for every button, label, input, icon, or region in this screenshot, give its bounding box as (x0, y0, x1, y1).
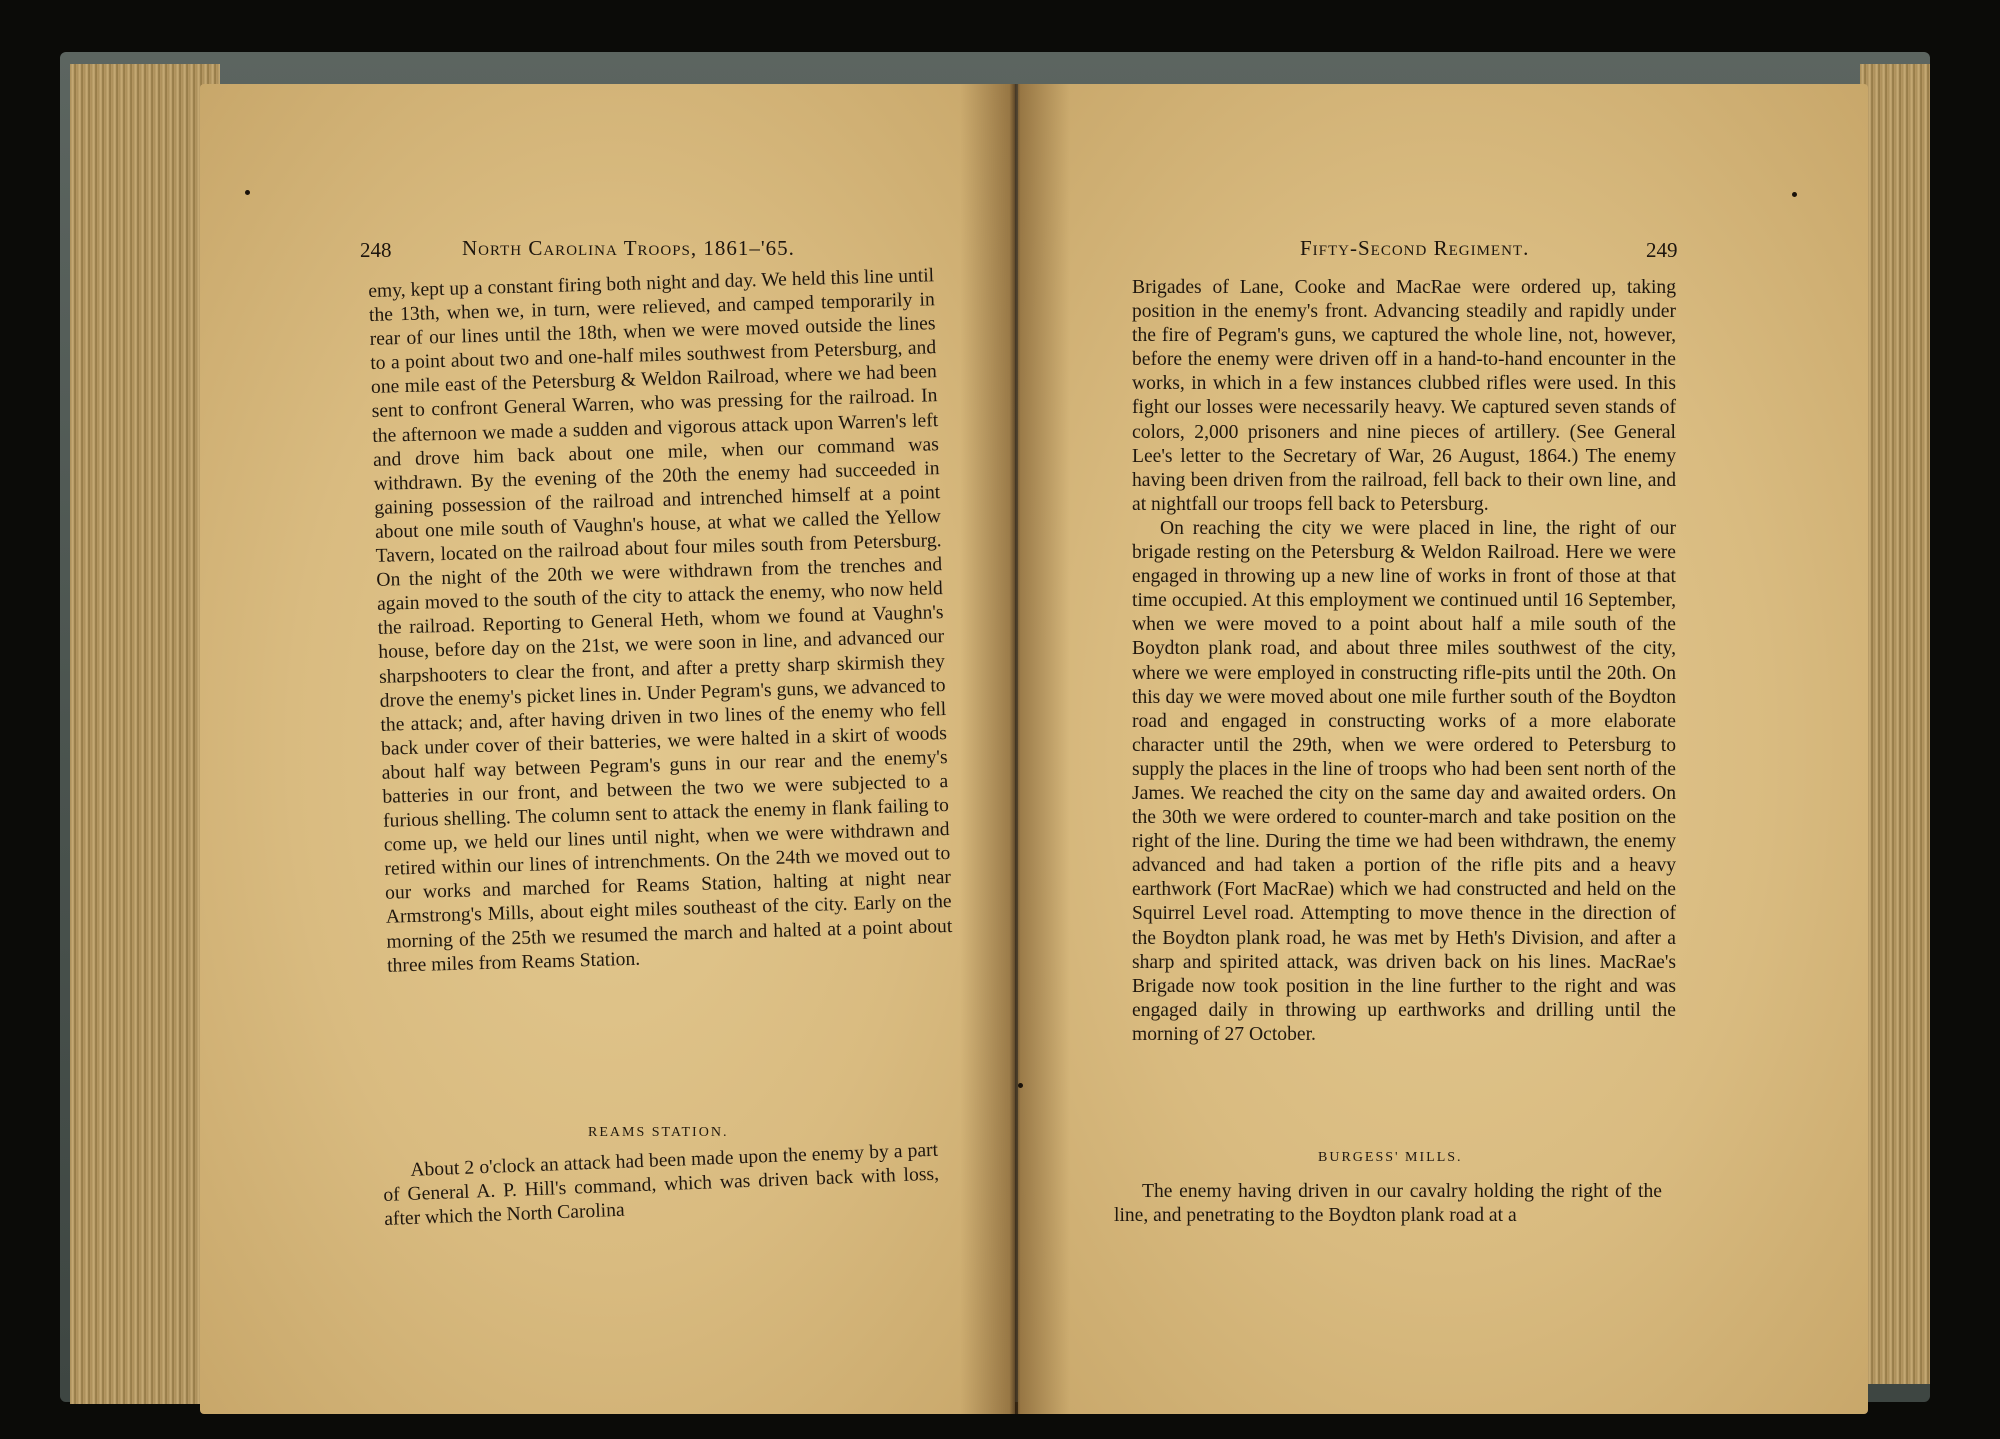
right-page-body (1132, 276, 1676, 1047)
right-paragraph: Brigades of Lane, Cooke and MacRae were ordered up, taking position in the enemy's front. Advancing steadily and rapidly under the fire of Pegram's guns, we captured the whole line, not, however, before the enemy were driven off in a hand-to-hand encounter in the works, in which in a few instances clubbed rifles were used. In this fight our losses were necessarily heavy. We captured seven stands of colors, 2,000 prisoners and nine pieces of artillery. (See General Lee's letter to the Secretary of War, 26 August, 1864.) The enemy having been driven from the railroad, fell back to their own line, and at nightfall our troops fell back to Petersburg. (1132, 277, 1676, 515)
right-running-head: Fifty-Second Regiment. (1300, 236, 1530, 260)
left-page-body (368, 264, 953, 978)
ink-spot (1792, 192, 1797, 197)
book-gutter (960, 84, 1070, 1414)
left-paragraph: emy, kept up a constant firing both night and day. We held this line until the 13th, when we, in turn, were relieved, and camped temporarily in rear of our lines until the 18th, when we were moved outside the lines to a point about two and one-half miles southwest from Petersburg, and one mile east of the Petersburg & Weldon Railroad, where we had been sent to confront General Warren, who was pressing for the railroad. In the afternoon we made a sudden and vigorous attack upon Warren's left and drove him back about one mile, when our command was withdrawn. By the evening of the 20th the enemy had succeeded in gaining possession of the railroad and intrenched himself at a point about one mile south of Vaughn's house, at what we called the Yellow Tavern, located on the railroad about four miles south from Petersburg. On the night of the 20th we were withdrawn from the trenches and again moved to the south of the city to attack the enemy, who now held the railroad. Reporting to General Heth, whom we found at Vaughn's house, before day on the 21st, we were soon in line, and advanced our sharpshooters to clear the front, and after a pretty sharp skirmish they drove the enemy's picket lines in. Under Pegram's guns, we advanced to the attack; and, after having driven in two lines of the enemy who fell back under cover of their batteries, we were halted in a skirt of woods about half way between Pegram's guns in our rear and the enemy's batteries in our front, and between the two we were subjected to a furious shelling. The column sent to attack the enemy in flank failing to come up, we held our lines until night, when we were withdrawn and retired within our lines of intrenchments. On the 24th we moved out to our works and marched for Reams Station, halting at night near Armstrong's Mills, about eight miles southeast of the city. Early on the morning of the 25th we resumed the march and halted at a point about three miles from Reams Station. (368, 265, 953, 977)
left-page-number: 248 (360, 238, 392, 262)
left-page-edges (70, 64, 220, 1404)
right-page-number: 249 (1646, 238, 1678, 262)
right-section-paragraph: The enemy having driven in our cavalry holding the right of the line, and penetrating to the Boydton plank road at a (1114, 1181, 1662, 1227)
right-page-edges (1860, 64, 1930, 1384)
ink-spot (245, 190, 250, 195)
ink-spot (1018, 1083, 1023, 1088)
right-section-heading: BURGESS' MILLS. (1318, 1150, 1463, 1165)
right-section-body (1114, 1180, 1662, 1228)
left-section-heading: REAMS STATION. (588, 1125, 729, 1140)
left-running-head: North Carolina Troops, 1861–'65. (462, 236, 795, 260)
left-section-paragraph: About 2 o'clock an attack had been made upon the enemy by a part of General A. P. Hill's command, which was driven back with loss, after which the North Carolina (382, 1139, 940, 1231)
right-paragraph: On reaching the city we were placed in line, the right of our brigade resting on the Petersburg & Weldon Railroad. Here we were engaged in throwing up a new line of works in front of those at that time occupied. At this employment we continued until 16 September, when we were moved to a point about half a mile south of the Boydton plank road, and about three miles southwest of the city, where we were employed in constructing rifle-pits until the 20th. On this day we were moved about one mile further south of the Boydton road and engaged in constructing works of a more elaborate character until the 29th, when we were ordered to Petersburg to supply the places in the line of troops who had been sent north of the James. We reached the city on the same day and awaited orders. On the 30th we were ordered to counter-march and take position on the right of the line. During the time we had been withdrawn, the enemy advanced and had taken a portion of the rifle pits and a heavy earthwork (Fort MacRae) which we had constructed and held on the Squirrel Level road. Attempting to move thence in the direction of the Boydton plank road, he was met by Heth's Division, and after a sharp and spirited attack, was driven back on his lines. MacRae's Brigade now took position in the line further to the right and was engaged daily in throwing up earthworks and drilling until the morning of 27 October. (1132, 517, 1676, 1045)
